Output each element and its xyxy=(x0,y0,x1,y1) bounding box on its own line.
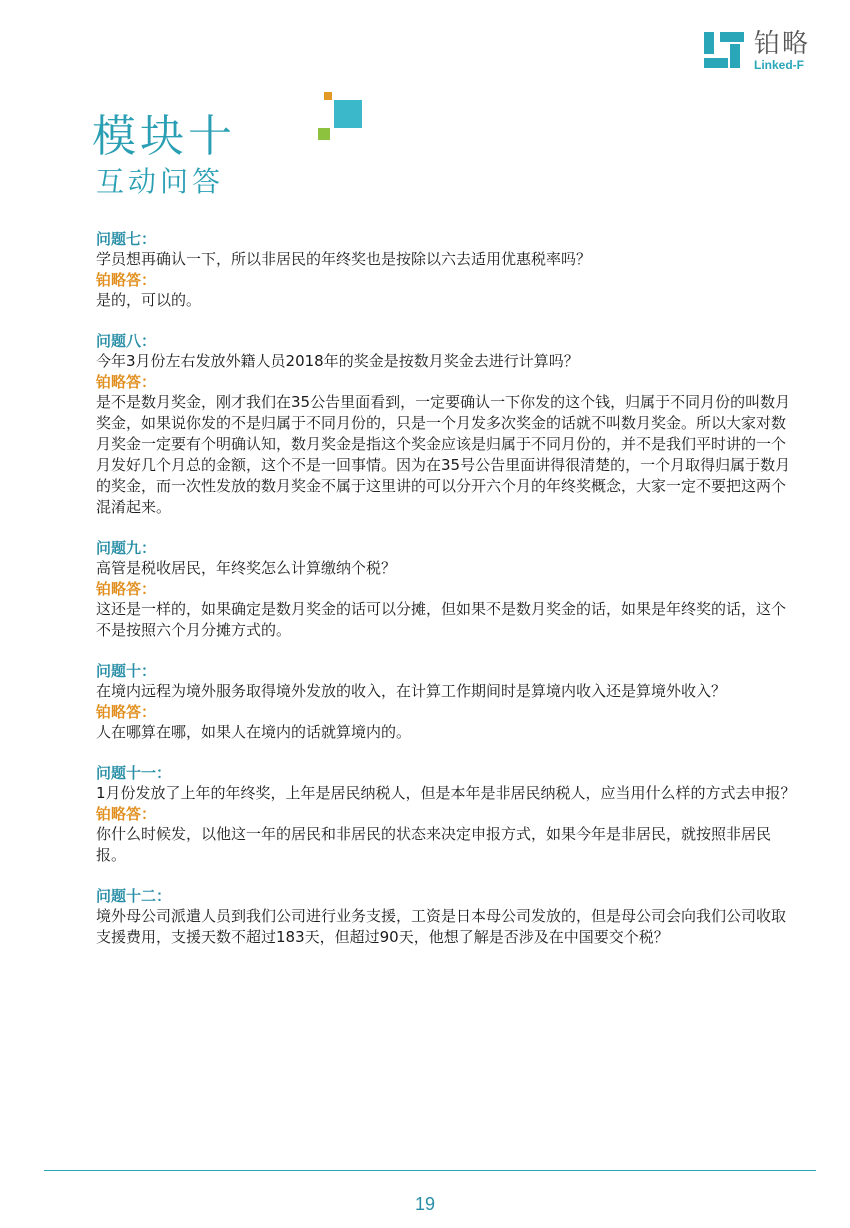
question-text: 在境内远程为境外服务取得境外发放的收入，在计算工作期间时是算境内收入还是算境外收入？ xyxy=(96,682,727,700)
page-title: 模块十 xyxy=(92,111,236,162)
question-text: 高管是税收居民，年终奖怎么计算缴纳个税？ xyxy=(96,559,397,577)
answer-text: 是的，可以的。 xyxy=(96,291,202,309)
page-number: 19 xyxy=(414,1194,436,1214)
qa-item xyxy=(96,331,796,518)
answer-text: 人在哪算在哪，如果人在境内的话就算境内的。 xyxy=(96,723,412,741)
answer-text: 是不是数月奖金，刚才我们在35公告里面看到，一定要确认一下你发的这个钱，归属于不同月份的叫数月奖金，如果说你发的不是归属于不同月份的，只是一个月发多次奖金的话就不叫数月奖金。所以大家对数月奖金一定要有个明确认知，数月奖金是指这个奖金应该是归属于不同月份的，并不是我们平时讲的一个月发好几个月总的金额，这个不是一回事情。因为在35号公告里面讲得很清楚的，一个月取得归属于数月的奖金，而一次性发放的数月奖金不属于这里讲的可以分开六个月的年终奖概念，大家一定不要把这两个混淆起来。 xyxy=(96,393,791,516)
question-text: 今年3月份左右发放外籍人员2018年的奖金是按数月奖金去进行计算吗？ xyxy=(96,352,579,370)
decorative-square-teal xyxy=(334,100,362,128)
answer-label: 铂略答： xyxy=(96,271,157,289)
footer-divider xyxy=(44,1170,816,1171)
answer-text: 这还是一样的，如果确定是数月奖金的话可以分摊，但如果不是数月奖金的话，如果是年终奖的话，这个不是按照六个月分摊方式的。 xyxy=(96,600,787,639)
answer-label: 铂略答： xyxy=(96,703,157,721)
question-label: 问题十一： xyxy=(96,764,172,782)
question-label: 问题八： xyxy=(96,332,157,350)
question-text: 1月份发放了上年的年终奖，上年是居民纳税人，但是本年是非居民纳税人，应当用什么样的方式去申报？ xyxy=(96,784,796,802)
decorative-square-green xyxy=(318,128,330,140)
question-text: 境外母公司派遣人员到我们公司进行业务支援，工资是日本母公司发放的，但是母公司会向我们公司收取支援费用，支援天数不超过183天，但超过90天，他想了解是否涉及在中国要交个税？ xyxy=(96,907,787,946)
qa-list xyxy=(96,229,796,968)
logo-name: 铂略 xyxy=(753,29,810,59)
qa-item xyxy=(96,661,796,743)
answer-label: 铂略答： xyxy=(96,805,157,823)
qa-item xyxy=(96,538,796,641)
question-label: 问题九： xyxy=(96,539,157,557)
logo-mark-icon xyxy=(704,30,748,70)
logo-english: Linked-F xyxy=(753,58,804,72)
page-subtitle: 互动问答 xyxy=(96,165,225,198)
answer-text: 你什么时候发，以他这一年的居民和非居民的状态来决定申报方式，如果今年是非居民，就按照非居民报。 xyxy=(96,825,772,864)
answer-label: 铂略答： xyxy=(96,373,157,391)
qa-item xyxy=(96,763,796,866)
question-text: 学员想再确认一下，所以非居民的年终奖也是按除以六去适用优惠税率吗？ xyxy=(96,250,592,268)
qa-item xyxy=(96,229,796,311)
brand-logo xyxy=(704,30,810,72)
question-label: 问题十二： xyxy=(96,887,172,905)
question-label: 问题七： xyxy=(96,230,157,248)
qa-item xyxy=(96,886,796,948)
question-label: 问题十： xyxy=(96,662,157,680)
decorative-square-orange xyxy=(324,92,332,100)
answer-label: 铂略答： xyxy=(96,580,157,598)
